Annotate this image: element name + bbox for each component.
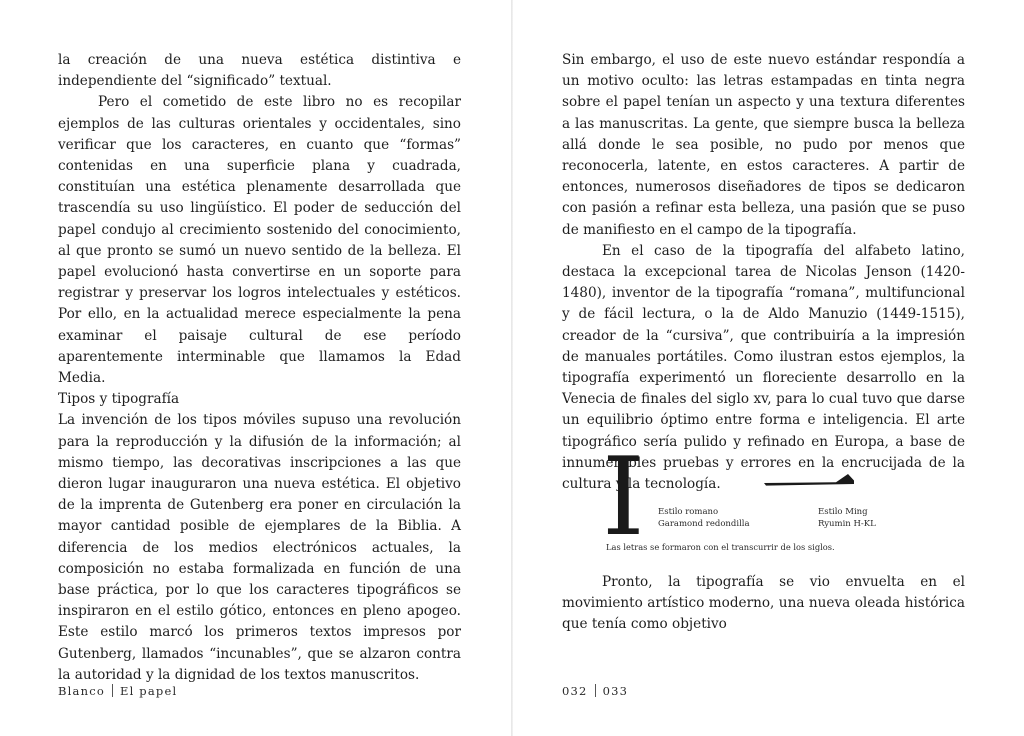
right-page-text-continued xyxy=(562,572,965,636)
section-heading: Tipos y tipografía xyxy=(58,391,180,408)
paragraph: En el caso de la tipografía del alfabeto latino, destaca la excepcional tarea de Nicolas Jenson (1420-1480), inventor de la tipografía “romana”, multifuncional y de fácil lectura, o la de Aldo Manuzio (1449-1515), creador de la “cursiva”, que contribuiría a la impresión de manuales portátiles. Como ilustran estos ejemplos, la tipografía experimentó un floreciente desarrollo en la Venecia de finales del siglo xv, para lo cual tuvo que darse un equilibrio óptimo entre forma e inteligencia. El arte tipográfico sería pulido y refinado en Europa, a base de innumerables pruebas y errores en la encrucijada de la cultura y la tecnología. xyxy=(562,242,965,493)
right-page-text xyxy=(562,50,965,495)
page-number-right: 033 xyxy=(602,684,629,698)
paragraph: Pronto, la tipografía se vio envuelta en el movimiento artístico moderno, una nueva oleada histórica que tenía como objetivo xyxy=(562,574,965,633)
page-number-left: 032 xyxy=(562,684,588,698)
paragraph: Sin embargo, el uso de este nuevo estándar respondía a un motivo oculto: las letras estampadas en tinta negra sobre el papel tenían un aspecto y una textura diferentes a las manuscritas. La gente, que siempre busca la belleza allá donde le sea posible, no pudo por menos que reconocerla, latente, en estos caracteres. A partir de entonces, numerosos diseñadores de tipos se dedicaron con pasión a refinar esta belleza, una pasión que se puso de manifiesto en el campo de la tipografía. xyxy=(562,52,965,238)
page-numbers xyxy=(562,684,628,698)
ming-stroke-glyph xyxy=(762,466,857,492)
paragraph: La invención de los tipos móviles supuso una revolución para la reproducción y la difusión de la información; al mismo tiempo, las decorativas inscripciones a las que dieron lugar inauguraron una nueva estética. El objetivo de la imprenta de Gutenberg era poner en circulación la mayor cantidad posible de ejemplares de la Biblia. A diferencia de los medios electrónicos actuales, la composición no estaba formalizada en función de una base práctica, por lo que los caracteres tipográficos se inspiraron en el estilo gótico, entonces en pleno apogeo. Este estilo marcó los primeros textos impresos por Gutenberg, llamados “incunables”, que se alzaron contra la autoridad y la dignidad de los textos manuscritos. xyxy=(58,412,461,683)
paragraph: la creación de una nueva estética distintiva e independiente del “significado” textual. xyxy=(58,52,461,90)
footer-separator xyxy=(595,684,596,697)
footer-separator xyxy=(112,684,113,697)
running-footer xyxy=(58,684,177,698)
left-page-text xyxy=(58,50,461,686)
footer-author: Blanco xyxy=(58,684,105,698)
right-page xyxy=(562,0,965,736)
typeface-comparison-figure xyxy=(562,435,965,560)
ming-style-label: Estilo Ming Ryumin H-KL xyxy=(818,507,876,529)
footer-title: El papel xyxy=(119,684,178,698)
paragraph: Pero el cometido de este libro no es recopilar ejemplos de las culturas orientales y occidentales, sino verificar que los caracteres, en cuanto que “formas” contenidas en una superficie plana y cuadrada, constituían una estética plenamente desarrollada que trascendía su uso lingüístico. El poder de seducción del papel condujo al crecimiento sostenido del conocimiento, al que pronto se sumó un nuevo sentido de la belleza. El papel evolucionó hasta convertirse en un soporte para registrar y preservar los logros intelectuales y estéticos. Por ello, en la actualidad merece especialmente la pena examinar el paisaje cultural de ese período aparentemente interminable que llamamos la Edad Media. xyxy=(58,94,461,387)
left-page xyxy=(58,0,461,736)
figure-caption: Las letras se formaron con el transcurrir de los siglos. xyxy=(606,542,835,552)
roman-style-label: Estilo romano Garamond redondilla xyxy=(658,507,750,529)
book-gutter xyxy=(511,0,513,736)
roman-letter-glyph: I xyxy=(602,435,645,560)
